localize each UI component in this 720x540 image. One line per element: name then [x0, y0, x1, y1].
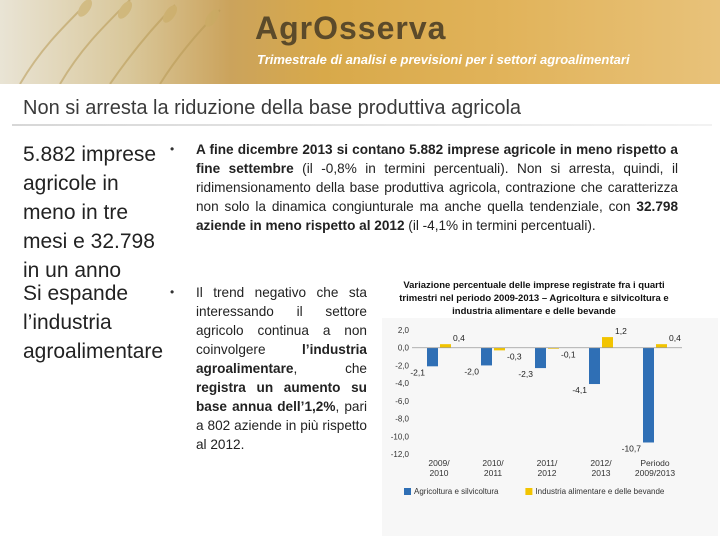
- legend-label: Agricoltura e silvicoltura: [414, 487, 499, 496]
- data-label: 0,4: [669, 333, 681, 344]
- legend-swatch: [525, 488, 532, 495]
- summary-point-1: 5.882 imprese agricole in meno in tre mesi e 32.798 in un anno: [23, 143, 157, 282]
- title-divider: [12, 124, 712, 126]
- bar: [656, 344, 667, 348]
- summary-point-2: Si espande l’industria agroalimentare: [23, 282, 164, 363]
- data-label: 1,2: [615, 326, 627, 337]
- y-tick-label: -2,0: [395, 361, 409, 371]
- bar-chart: [382, 318, 718, 536]
- bar: [535, 348, 546, 368]
- y-tick-label: -4,0: [395, 379, 409, 389]
- x-tick-label: 2010: [429, 468, 449, 478]
- y-tick-label: -10,0: [390, 432, 409, 442]
- data-label: -2,0: [464, 366, 479, 377]
- bullet-paragraph-1: A fine dicembre 2013 si contano 5.882 imprese agricole in meno rispetto a fine settembre (il -0,8% in termini percentuali). Non si arresta, quindi, il ridimensionamento della base produttiva agricola, contrazione che caratterizza non solo la dinamica congiunturale ma anche quella tendenziale, con 32.798 aziende in meno rispetto al 2012 (il -4,1% in termini percentuali).: [196, 142, 679, 233]
- bar: [427, 348, 438, 367]
- x-tick-label: 2010/: [482, 458, 504, 468]
- left-summary: [23, 140, 173, 366]
- data-label: -4,1: [572, 385, 587, 396]
- bar: [481, 348, 492, 366]
- y-tick-label: 2,0: [397, 326, 409, 335]
- data-label: -2,3: [518, 369, 533, 380]
- brand-tagline: Trimestrale di analisi e previsioni per i settori agroalimentari: [257, 52, 630, 67]
- y-tick-label: -12,0: [390, 450, 409, 459]
- y-tick-label: -6,0: [395, 396, 409, 406]
- bar: [589, 348, 600, 384]
- data-label: -10,7: [621, 443, 641, 454]
- x-tick-label: 2009/2013: [634, 468, 676, 478]
- wheat-decoration-icon: [0, 0, 240, 84]
- y-tick-label: -8,0: [395, 414, 409, 424]
- x-tick-label: 2011/: [536, 458, 558, 468]
- y-tick-label: 0,0: [397, 343, 409, 353]
- bar: [643, 348, 654, 443]
- slide-title: Non si arresta la riduzione della base produttiva agricola: [23, 97, 522, 119]
- x-tick-label: 2011: [483, 468, 503, 478]
- bar: [440, 344, 451, 348]
- x-tick-label: 2009/: [428, 458, 450, 468]
- chart-title: Variazione percentuale delle imprese registrate fra i quarti trimestri nel periodo 2009-2013 – Agricoltura e silvicoltura e industria alimentare e delle bevande: [399, 280, 669, 317]
- bar: [602, 337, 613, 348]
- data-label: 0,4: [453, 333, 465, 344]
- header-banner: [0, 0, 720, 84]
- legend-swatch: [404, 488, 411, 495]
- brand-logo: AgrOsserva: [255, 10, 447, 46]
- x-tick-label: 2012: [537, 468, 557, 478]
- bullet-marker-2: •: [170, 285, 175, 299]
- x-tick-label: Periodo: [640, 458, 670, 468]
- x-tick-label: 2013: [591, 468, 611, 478]
- legend-label: Industria alimentare e delle bevande: [535, 487, 665, 496]
- x-tick-label: 2012/: [590, 458, 612, 468]
- bullet-marker-1: •: [170, 142, 175, 156]
- data-label: -2,1: [410, 367, 425, 378]
- bullet-paragraph-2: Il trend negativo che sta interessando il settore agricolo continua a non coinvolgere l’industria agroalimentare, che registra un aumento su base annua dell’1,2%, pari a 802 aziende in più rispetto al 2012.: [196, 285, 367, 452]
- data-label: -0,3: [507, 351, 522, 362]
- data-label: -0,1: [561, 349, 576, 360]
